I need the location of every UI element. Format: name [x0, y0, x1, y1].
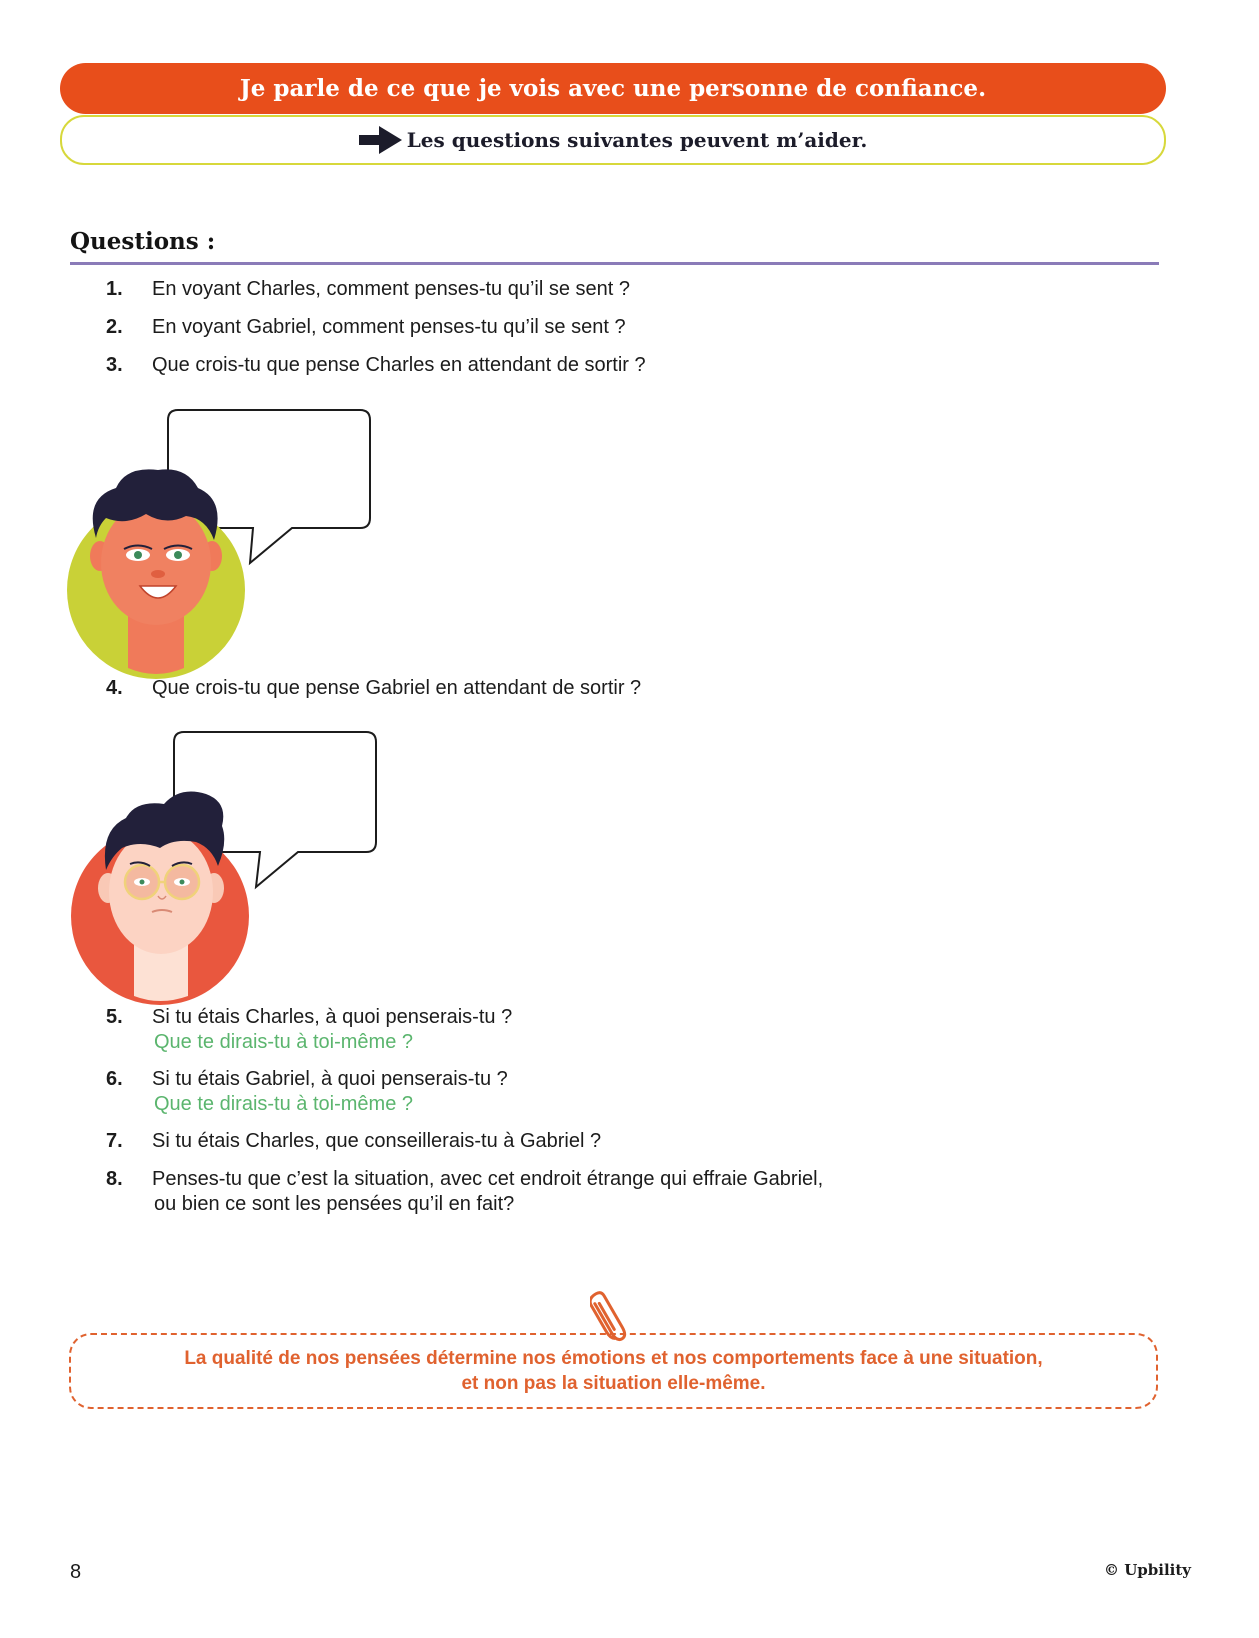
question-text: Que crois-tu que pense Gabriel en attendant de sortir ?	[152, 677, 642, 699]
question-subtext: Que te dirais-tu à toi-même ?	[154, 1093, 413, 1115]
sub-banner	[60, 115, 1166, 165]
sub-banner-text: Les questions suivantes peuvent m’aider.	[406, 128, 868, 152]
questions-heading: Questions :	[70, 228, 216, 255]
key-message-line2: et non pas la situation elle-même.	[461, 1373, 766, 1394]
question-number: 7.	[106, 1130, 123, 1152]
paperclip-icon	[590, 1288, 630, 1348]
question-number: 1.	[106, 278, 123, 300]
question-number: 5.	[106, 1006, 123, 1028]
title-banner-text: Je parle de ce que je vois avec une personne de confiance.	[239, 75, 987, 102]
gabriel-avatar	[70, 730, 380, 1006]
question-text: En voyant Gabriel, comment penses-tu qu’il se sent ?	[152, 316, 626, 338]
question-text: Si tu étais Charles, à quoi penserais-tu ?	[152, 1006, 513, 1028]
question-number: 8.	[106, 1168, 123, 1190]
arrow-right-icon	[359, 125, 403, 155]
charles-avatar	[66, 408, 376, 680]
title-banner	[60, 63, 1166, 114]
copyright-label: © Upbility	[1104, 1561, 1192, 1579]
page-number: 8	[70, 1561, 82, 1583]
question-text: Que crois-tu que pense Charles en attendant de sortir ?	[152, 354, 646, 376]
key-message-line1: La qualité de nos pensées détermine nos émotions et nos comportements face à une situation,	[184, 1348, 1043, 1369]
question-subtext: Que te dirais-tu à toi-même ?	[154, 1031, 413, 1053]
question-text: Si tu étais Charles, que conseillerais-tu à Gabriel ?	[152, 1130, 602, 1152]
question-text-line2: ou bien ce sont les pensées qu’il en fait?	[154, 1193, 515, 1215]
question-text: Si tu étais Gabriel, à quoi penserais-tu ?	[152, 1068, 508, 1090]
question-number: 2.	[106, 316, 123, 338]
question-text: Penses-tu que c’est la situation, avec cet endroit étrange qui effraie Gabriel,	[152, 1168, 824, 1190]
question-number: 3.	[106, 354, 123, 376]
question-number: 4.	[106, 677, 123, 699]
question-text: En voyant Charles, comment penses-tu qu’il se sent ?	[152, 278, 631, 300]
question-number: 6.	[106, 1068, 123, 1090]
heading-divider	[70, 262, 1159, 265]
